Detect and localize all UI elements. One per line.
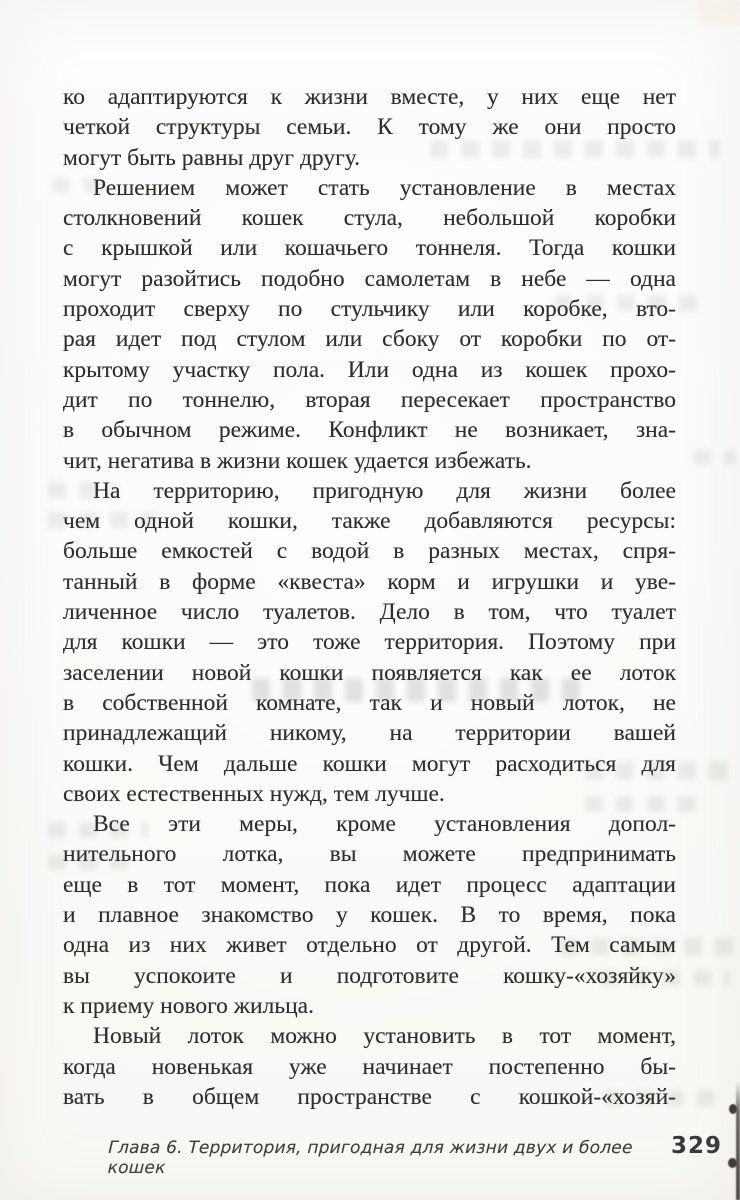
body-text xyxy=(63,82,676,1112)
text-line: в собственной комнате, так и новый лоток, не xyxy=(63,689,676,716)
page-number: 329 xyxy=(670,1133,722,1159)
text-line: личенное число туалетов. Дело в том, что туалет xyxy=(63,599,676,626)
text-line: Решением может стать установление в местах xyxy=(93,174,676,201)
text-line: чит, негатива в жизни кошек удается избежать. xyxy=(63,447,532,474)
text-line: дит по тоннелю, вторая пересекает пространство xyxy=(63,386,676,413)
page-footer xyxy=(63,1133,722,1178)
text-line: проходит сверху по стульчику или коробке, вто- xyxy=(63,296,676,323)
text-line: одна из них живет отдельно от другой. Тем самым xyxy=(63,932,676,959)
text-line: рая идет под стулом или сбоку от коробки по от- xyxy=(63,326,676,353)
text-line: вы успокоите и подготовите кошку-«хозяйку» xyxy=(63,962,676,989)
text-line: четкой структуры семьи. К тому же они просто xyxy=(63,114,676,141)
text-line: заселении новой кошки появляется как ее лоток xyxy=(63,659,676,686)
text-line: Новый лоток можно установить в тот момент, xyxy=(93,1023,676,1050)
bleed-through-artifact xyxy=(693,450,735,464)
text-line: кошки. Чем дальше кошки могут расходиться для xyxy=(63,750,676,777)
page-edge-speck xyxy=(728,1158,737,1168)
text-line: еще в тот момент, пока идет процесс адаптации xyxy=(63,871,676,898)
scan-corner-tint xyxy=(698,0,740,26)
chapter-running-title: Глава 6. Территория, пригодная для жизни двух и более кошек xyxy=(107,1138,634,1178)
text-line: танный в форме «квеста» корм и игрушки и уве- xyxy=(63,568,676,595)
text-line: вать в общем пространстве с кошкой-«хозяй- xyxy=(63,1083,676,1110)
text-line: когда новенькая уже начинает постепенно бы- xyxy=(63,1053,676,1080)
text-line: и плавное знакомство у кошек. В то время, пока xyxy=(63,902,676,929)
text-line: к приему нового жильца. xyxy=(63,992,314,1019)
text-line: могут разойтись подобно самолетам в небе — одна xyxy=(63,265,676,292)
text-line: столкновений кошек стула, небольшой коробки xyxy=(63,205,676,232)
text-line: нительного лотка, вы можете предпринимать xyxy=(63,841,676,868)
text-line: могут быть равны друг другу. xyxy=(63,144,360,171)
text-line: больше емкостей с водой в разных местах, спря- xyxy=(63,538,676,565)
text-line: для кошки — это тоже территория. Поэтому при xyxy=(63,629,676,656)
text-line: ко адаптируются к жизни вместе, у них еще нет xyxy=(63,84,676,110)
text-line: Все эти меры, кроме установления допол- xyxy=(93,811,676,838)
text-line: своих естественных нужд, тем лучше. xyxy=(63,780,445,807)
text-line: На территорию, пригодную для жизни более xyxy=(93,477,676,504)
text-line: в обычном режиме. Конфликт не возникает, зна- xyxy=(63,417,676,444)
page-edge-speck xyxy=(729,1104,737,1114)
text-line: принадлежащий никому, на территории вашей xyxy=(63,720,676,747)
text-line: крытому участку пола. Или одна из кошек прохо- xyxy=(63,356,676,383)
text-line: с крышкой или кошачьего тоннеля. Тогда кошки xyxy=(63,235,676,262)
text-line: чем одной кошки, также добавляются ресурсы: xyxy=(63,508,676,535)
page-edge-shadow xyxy=(736,1082,740,1200)
